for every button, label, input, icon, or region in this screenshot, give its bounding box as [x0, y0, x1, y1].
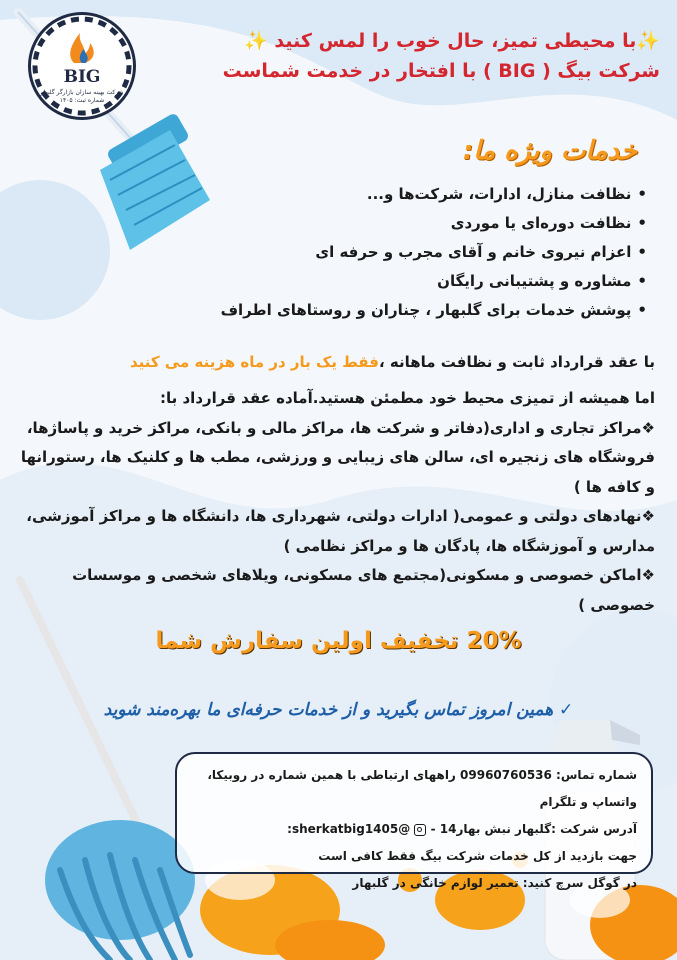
- list-item: • نظافت منازل، ادارات، شرکت‌ها و...: [197, 180, 647, 209]
- contact-visit: جهت بازدید از کل خدمات شرکت بیگ فقط کافی است: [318, 849, 637, 863]
- cta-text: همین امروز تماس بگیرید و از خدمات حرفه‌ای ما بهره‌مند شوید: [103, 700, 554, 720]
- logo-subtitle-text: شرکت بهینه سازان بازارگر گلبهار: [40, 89, 124, 96]
- list-item: • پوشش خدمات برای گلبهار ، چناران و روستاهای اطراف: [197, 296, 647, 325]
- company-logo: [28, 12, 136, 120]
- contract-line: [15, 348, 655, 376]
- contract-highlight: فقط یک بار در ماه هزینه می کنید: [130, 353, 379, 371]
- contact-search: در گوگل سرچ کنید: تعمیر لوازم خانگی در گلبهار: [352, 876, 637, 890]
- target-group-residential: ❖اماکن خصوصی و مسکونی(مجتمع های مسکونی، ویلاهای شخصی و موسسات خصوصی ): [72, 566, 655, 614]
- services-title: خدمات ویژه ما:: [462, 136, 637, 166]
- contract-intro: اما همیشه از تمیزی محیط خود مطمئن هستید.آماده عقد قرارداد با:: [160, 389, 655, 407]
- flame-icon: [64, 29, 100, 65]
- discount-banner: 20% تخفیف اولین سفارش شما: [155, 628, 522, 654]
- target-group-commercial: ❖مراکز تجاری و اداری(دفاتر و شرکت ها، مراکز مالی و بانکی، مراکز خرید و پاساژها، فروشگاه های زنجیره ای، سالن های زیبایی و ورزشی، مطب ها و کلنیک ها، رستورانها و کافه ها ): [20, 418, 655, 496]
- call-to-action: [20, 700, 657, 720]
- contract-targets: [15, 384, 655, 620]
- contact-address-line: [191, 816, 637, 843]
- instagram-icon: [414, 824, 426, 836]
- header: [150, 26, 660, 86]
- list-item: • نظافت دوره‌ای یا موردی: [197, 209, 647, 238]
- checkmark-icon: ✓: [553, 700, 574, 720]
- logo-subtitle: [37, 89, 127, 105]
- logo-name: BIG: [63, 67, 101, 87]
- list-item: • مشاوره و پشتیبانی رایگان: [197, 267, 647, 296]
- header-line-2: شرکت بیگ ( BIG ) با افتخار در خدمت شماست: [222, 60, 660, 82]
- logo-reg-number: شماره ثبت: ۱۴۰۵: [59, 96, 105, 104]
- contact-address: آدرس شرکت :گلبهار نبش بهار14 -: [430, 822, 637, 836]
- contact-box: [175, 752, 653, 890]
- list-item: • اعزام نیروی خانم و آقای مجرب و حرفه ای: [197, 238, 647, 267]
- contact-instagram[interactable]: @sherkatbig1405:: [287, 822, 411, 836]
- target-group-government: ❖نهادهای دولتی و عمومی( ادارات دولتی، شهرداری ها، دانشگاه ها و مراکز آموزشی، مدارس و آموزشگاه ها، پادگان ها و مراکز نظامی ): [26, 507, 655, 555]
- contract-prefix: با عقد قرارداد ثابت و نظافت ماهانه ،: [378, 353, 655, 371]
- header-line-1: ✨با محیطی تمیز، حال خوب را لمس کنید ✨: [244, 30, 660, 52]
- services-list: [197, 180, 647, 325]
- contact-phone: شماره تماس: 09960760536 راههای ارتباطی با همین شماره در روبیکا، واتساپ و تلگرام: [207, 768, 637, 809]
